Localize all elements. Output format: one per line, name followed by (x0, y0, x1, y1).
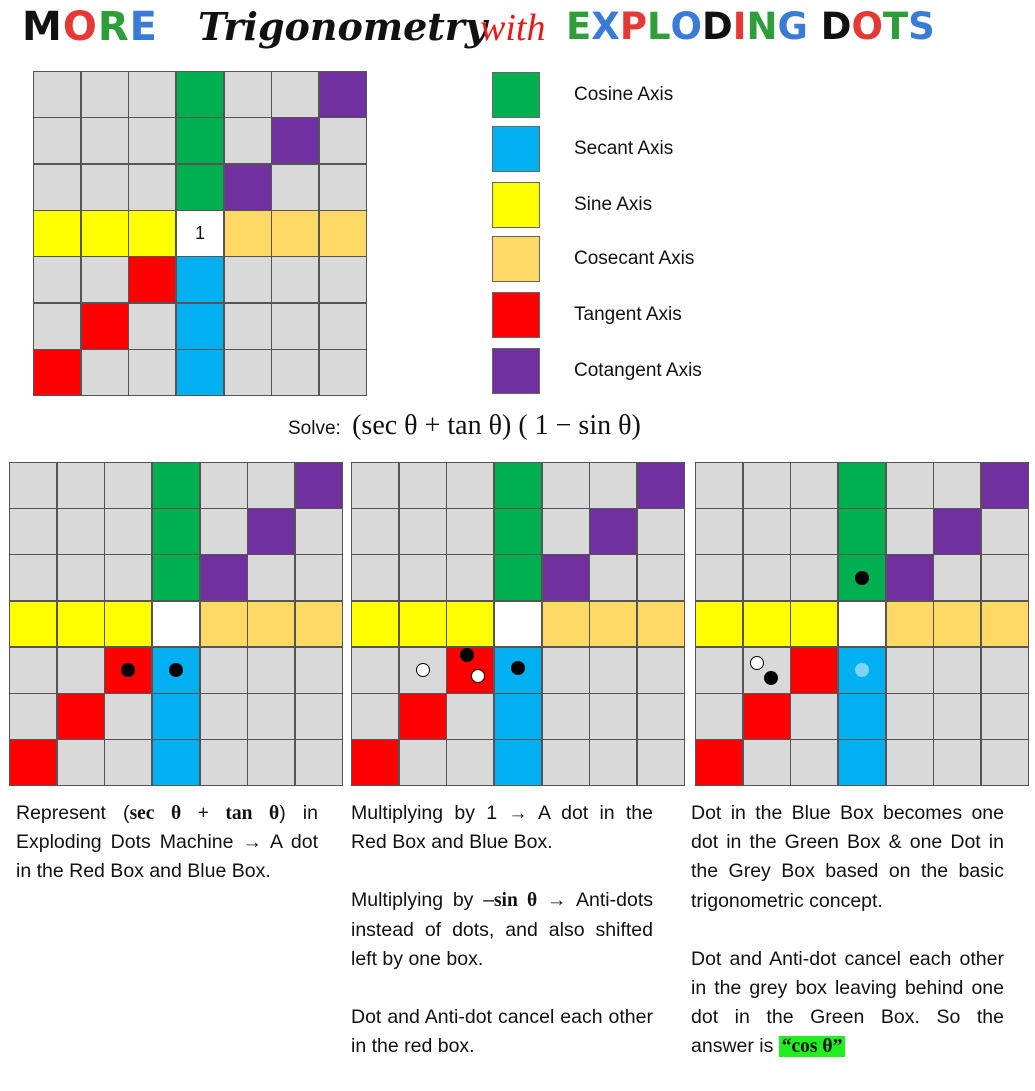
grid-cell-grey (934, 463, 980, 508)
legend-swatch (492, 348, 540, 394)
grid-cell-grey (590, 740, 636, 785)
dot (169, 663, 183, 677)
grid-cell-grey (34, 165, 80, 210)
grid-cell-grey (248, 694, 294, 739)
anti-dot (750, 656, 764, 670)
legend-swatch (492, 182, 540, 228)
grid-cell-grey (296, 555, 342, 600)
title-exploding-letter: X (591, 5, 620, 48)
grid-cell-blue (495, 694, 541, 739)
grid-cell-red (400, 694, 446, 739)
grid-cell-grey (638, 555, 684, 600)
title-with: with (480, 7, 546, 49)
title-exploding-letter: O (851, 5, 883, 48)
grid-cell-orange (320, 211, 366, 256)
grid-cell-grey (34, 257, 80, 302)
grid-cell-grey (34, 72, 80, 117)
legend-item (492, 292, 682, 338)
grid-cell-red (447, 648, 493, 693)
grid-cell-grey (400, 463, 446, 508)
grid-cell-grey (447, 463, 493, 508)
grid-cell-grey (590, 463, 636, 508)
grid-cell-yellow (791, 602, 837, 647)
grid-cell-grey (10, 694, 56, 739)
grid-cell-green (839, 463, 885, 508)
grid-cell-grey (272, 304, 318, 349)
grid-cell-red (58, 694, 104, 739)
grid-cell-red (352, 740, 398, 785)
legend-label: Sine Axis (574, 194, 653, 215)
grid-cell-grey (320, 118, 366, 163)
grid-cell-grey (129, 118, 175, 163)
legend-swatch (492, 236, 540, 282)
dot (460, 648, 474, 662)
grid-cell-grey (638, 509, 684, 554)
legend-item (492, 236, 694, 282)
legend-swatch (492, 292, 540, 338)
grid-cell-orange (982, 602, 1028, 647)
title-more-letter: M (22, 4, 63, 50)
title-more-letter: O (62, 4, 98, 50)
grid-cell-grey (791, 509, 837, 554)
grid-cell-yellow (58, 602, 104, 647)
grid-cell-grey (34, 304, 80, 349)
grid-cell-grey (82, 165, 128, 210)
grid-cell-green (177, 118, 223, 163)
grid-cell-grey (320, 304, 366, 349)
grid-cell-grey (272, 350, 318, 395)
legend-label: Secant Axis (574, 138, 674, 159)
grid-cell-grey (272, 165, 318, 210)
grid-cell-grey (352, 555, 398, 600)
grid-cell-grey (58, 555, 104, 600)
grid-cell-grey (225, 350, 271, 395)
grid-cell-grey (58, 740, 104, 785)
grid-cell-grey (934, 740, 980, 785)
grid-cell-yellow (744, 602, 790, 647)
grid-cell-grey (352, 648, 398, 693)
grid-cell-orange (934, 602, 980, 647)
grid-cell-grey (129, 165, 175, 210)
grid-cell-green (839, 555, 885, 600)
grid-cell-grey (982, 509, 1028, 554)
grid-cell-purple (201, 555, 247, 600)
answer-highlight: “cos θ” (779, 1036, 846, 1057)
grid-cell-white (495, 602, 541, 647)
grid-cell-grey (400, 509, 446, 554)
grid-cell-grey (82, 350, 128, 395)
grid-cell-grey (543, 509, 589, 554)
anti-dot (416, 663, 430, 677)
step-2-grid (351, 462, 685, 786)
grid-cell-purple (543, 555, 589, 600)
description-paragraph: Dot and Anti-dot cancel each other in the red box. (351, 1006, 653, 1058)
grid-cell-grey (105, 694, 151, 739)
grid-cell-orange (272, 211, 318, 256)
grid-cell-blue (839, 694, 885, 739)
title-exploding-letter: T (882, 5, 909, 48)
solve-line (288, 410, 641, 442)
grid-cell-orange (201, 602, 247, 647)
grid-cell-grey (744, 463, 790, 508)
legend-item (492, 348, 702, 394)
grid-cell-grey (129, 304, 175, 349)
grid-cell-red (129, 257, 175, 302)
grid-cell-grey (791, 555, 837, 600)
grid-cell-white (177, 211, 223, 256)
grid-cell-grey (248, 740, 294, 785)
grid-cell-purple (248, 509, 294, 554)
grid-cell-grey (129, 350, 175, 395)
description-paragraph: Dot and Anti-dot cancel each other in the grey box leaving behind one dot in the Green Box. So the answer is “cos θ” (691, 947, 1004, 1058)
grid-cell-grey (296, 648, 342, 693)
grid-cell-grey (225, 72, 271, 117)
grid-cell-grey (352, 694, 398, 739)
grid-cell-grey (791, 694, 837, 739)
grid-cell-grey (201, 509, 247, 554)
grid-cell-orange (638, 602, 684, 647)
grid-cell-grey (272, 257, 318, 302)
grid-cell-orange (590, 602, 636, 647)
grid-cell-grey (201, 648, 247, 693)
grid-cell-blue (177, 257, 223, 302)
legend-label: Tangent Axis (574, 304, 682, 325)
grid-cell-grey (105, 463, 151, 508)
description-paragraph: Dot in the Blue Box becomes one dot in the Green Box & one Dot in the Grey Box based on the basic trigonometric concept. (691, 802, 1004, 912)
grid-cell-grey (791, 740, 837, 785)
grid-cell-green (495, 509, 541, 554)
grid-cell-grey (447, 740, 493, 785)
solve-expression: (sec θ + tan θ) ( 1 − sin θ) (352, 410, 641, 441)
grid-cell-grey (638, 740, 684, 785)
title-exploding-letter: E (566, 5, 592, 48)
grid-cell-green (153, 509, 199, 554)
grid-cell-grey (248, 648, 294, 693)
grid-cell-grey (744, 509, 790, 554)
title-exploding-letter: D (701, 5, 733, 48)
grid-cell-grey (696, 509, 742, 554)
grid-cell-grey (352, 509, 398, 554)
title-more-letter: E (129, 4, 158, 50)
grid-cell-purple (887, 555, 933, 600)
grid-cell-grey (82, 118, 128, 163)
grid-cell-blue (177, 304, 223, 349)
grid-cell-blue (153, 694, 199, 739)
grid-cell-purple (982, 463, 1028, 508)
grid-cell-blue (495, 740, 541, 785)
grid-cell-grey (82, 72, 128, 117)
grid-cell-grey (696, 648, 742, 693)
grid-cell-grey (352, 463, 398, 508)
grid-cell-grey (201, 463, 247, 508)
legend-item (492, 72, 673, 118)
step-1-grid (9, 462, 343, 786)
grid-cell-orange (225, 211, 271, 256)
grid-cell-grey (34, 118, 80, 163)
grid-cell-grey (696, 555, 742, 600)
grid-cell-orange (248, 602, 294, 647)
grid-cell-grey (744, 555, 790, 600)
grid-cell-red (744, 694, 790, 739)
legend-label: Cotangent Axis (574, 360, 702, 381)
grid-cell-blue (153, 740, 199, 785)
grid-cell-grey (744, 648, 790, 693)
dot (855, 571, 869, 585)
title-more-letter: R (97, 4, 130, 50)
grid-cell-green (153, 555, 199, 600)
legend-swatch (492, 126, 540, 172)
grid-cell-yellow (696, 602, 742, 647)
grid-cell-grey (296, 509, 342, 554)
description-paragraph: Multiplying by –sin θ → Anti-dots instead of dots, and also shifted left by one box. (351, 889, 653, 970)
solve-label: Solve: (288, 418, 341, 439)
grid-cell-green (177, 165, 223, 210)
grid-cell-green (153, 463, 199, 508)
step-2-description (351, 799, 653, 1090)
grid-cell-yellow (34, 211, 80, 256)
grid-cell-yellow (352, 602, 398, 647)
title-exploding-letter (808, 5, 821, 48)
grid-cell-grey (58, 463, 104, 508)
dot (511, 661, 525, 675)
grid-cell-purple (934, 509, 980, 554)
grid-cell-grey (934, 694, 980, 739)
grid-cell-purple (225, 165, 271, 210)
grid-cell-red (34, 350, 80, 395)
grid-cell-grey (225, 304, 271, 349)
grid-cell-grey (320, 350, 366, 395)
grid-cell-grey (400, 555, 446, 600)
grid-cell-grey (447, 555, 493, 600)
grid-cell-purple (296, 463, 342, 508)
grid-cell-grey (982, 555, 1028, 600)
grid-cell-grey (296, 694, 342, 739)
grid-cell-grey (982, 648, 1028, 693)
grid-cell-white (839, 602, 885, 647)
title-more (22, 4, 158, 50)
title-exploding-dots (566, 5, 935, 48)
grid-cell-white (153, 602, 199, 647)
grid-cell-grey (590, 694, 636, 739)
grid-cell-blue (177, 350, 223, 395)
grid-cell-grey (887, 694, 933, 739)
grid-cell-purple (590, 509, 636, 554)
grid-cell-grey (58, 509, 104, 554)
legend-item (492, 126, 673, 172)
math-term: sec θ + tan θ (129, 803, 280, 824)
dot (121, 663, 135, 677)
legend-item (492, 182, 652, 228)
grid-cell-grey (320, 165, 366, 210)
grid-cell-grey (934, 648, 980, 693)
grid-cell-grey (543, 694, 589, 739)
grid-cell-red (791, 648, 837, 693)
grid-cell-purple (638, 463, 684, 508)
center-label: 1 (194, 222, 205, 243)
title-exploding-letter: G (777, 5, 808, 48)
grid-cell-grey (590, 648, 636, 693)
grid-cell-grey (201, 694, 247, 739)
grid-cell-green (495, 555, 541, 600)
grid-cell-grey (10, 555, 56, 600)
grid-cell-grey (447, 694, 493, 739)
grid-cell-grey (10, 509, 56, 554)
grid-cell-grey (400, 740, 446, 785)
grid-cell-green (177, 72, 223, 117)
grid-cell-grey (696, 694, 742, 739)
grid-cell-grey (543, 648, 589, 693)
description-paragraph: Represent (sec θ + tan θ) in Exploding Dots Machine → A dot in the Red Box and Blue Box. (16, 802, 318, 883)
grid-cell-blue (153, 648, 199, 693)
title-exploding-letter: I (732, 5, 747, 48)
grid-cell-grey (105, 740, 151, 785)
grid-cell-purple (320, 72, 366, 117)
grid-cell-blue (839, 740, 885, 785)
grid-cell-yellow (82, 211, 128, 256)
grid-cell-grey (296, 740, 342, 785)
grid-cell-grey (272, 72, 318, 117)
legend-label: Cosecant Axis (574, 248, 695, 269)
anti-dot (471, 669, 485, 683)
grid-cell-yellow (400, 602, 446, 647)
dot (855, 663, 869, 677)
title-exploding-letter: S (908, 5, 935, 48)
grid-cell-grey (982, 740, 1028, 785)
step-3-description (691, 799, 1004, 1091)
grid-cell-orange (296, 602, 342, 647)
dot (764, 671, 778, 685)
grid-cell-grey (934, 555, 980, 600)
grid-cell-red (105, 648, 151, 693)
title-exploding-letter: N (746, 5, 778, 48)
grid-cell-grey (129, 72, 175, 117)
grid-cell-grey (248, 463, 294, 508)
grid-cell-grey (638, 694, 684, 739)
grid-cell-yellow (105, 602, 151, 647)
grid-cell-red (10, 740, 56, 785)
grid-cell-grey (82, 257, 128, 302)
grid-cell-red (696, 740, 742, 785)
grid-cell-green (495, 463, 541, 508)
title-exploding-letter: O (670, 5, 702, 48)
title-exploding-letter: P (619, 5, 647, 48)
grid-cell-grey (887, 463, 933, 508)
grid-cell-grey (248, 555, 294, 600)
step-3-grid (695, 462, 1029, 786)
grid-cell-grey (744, 740, 790, 785)
title-exploding-letter: L (646, 5, 671, 48)
grid-cell-grey (105, 555, 151, 600)
grid-cell-grey (887, 509, 933, 554)
step-1-description (16, 799, 318, 916)
grid-cell-grey (696, 463, 742, 508)
grid-cell-red (82, 304, 128, 349)
grid-cell-grey (10, 463, 56, 508)
grid-cell-yellow (447, 602, 493, 647)
grid-cell-purple (272, 118, 318, 163)
grid-cell-blue (839, 648, 885, 693)
grid-cell-grey (447, 509, 493, 554)
grid-cell-green (839, 509, 885, 554)
grid-cell-yellow (129, 211, 175, 256)
grid-cell-grey (543, 740, 589, 785)
grid-cell-grey (225, 257, 271, 302)
grid-cell-blue (495, 648, 541, 693)
grid-cell-grey (201, 740, 247, 785)
grid-cell-orange (887, 602, 933, 647)
description-paragraph: Multiplying by 1 → A dot in the Red Box and Blue Box. (351, 802, 653, 854)
grid-cell-grey (225, 118, 271, 163)
grid-cell-grey (10, 648, 56, 693)
reference-grid (33, 71, 367, 396)
grid-cell-grey (590, 555, 636, 600)
grid-cell-grey (638, 648, 684, 693)
grid-cell-grey (320, 257, 366, 302)
grid-cell-grey (400, 648, 446, 693)
grid-cell-orange (543, 602, 589, 647)
grid-cell-grey (791, 463, 837, 508)
grid-cell-grey (543, 463, 589, 508)
grid-cell-grey (887, 648, 933, 693)
legend-swatch (492, 72, 540, 118)
title-exploding-letter: D (820, 5, 852, 48)
grid-cell-grey (105, 509, 151, 554)
math-term: sin θ (493, 890, 538, 912)
legend-label: Cosine Axis (574, 84, 674, 105)
grid-cell-grey (982, 694, 1028, 739)
grid-cell-yellow (10, 602, 56, 647)
title-trigonometry: Trigonometry (198, 4, 487, 49)
grid-cell-grey (58, 648, 104, 693)
grid-cell-grey (887, 740, 933, 785)
